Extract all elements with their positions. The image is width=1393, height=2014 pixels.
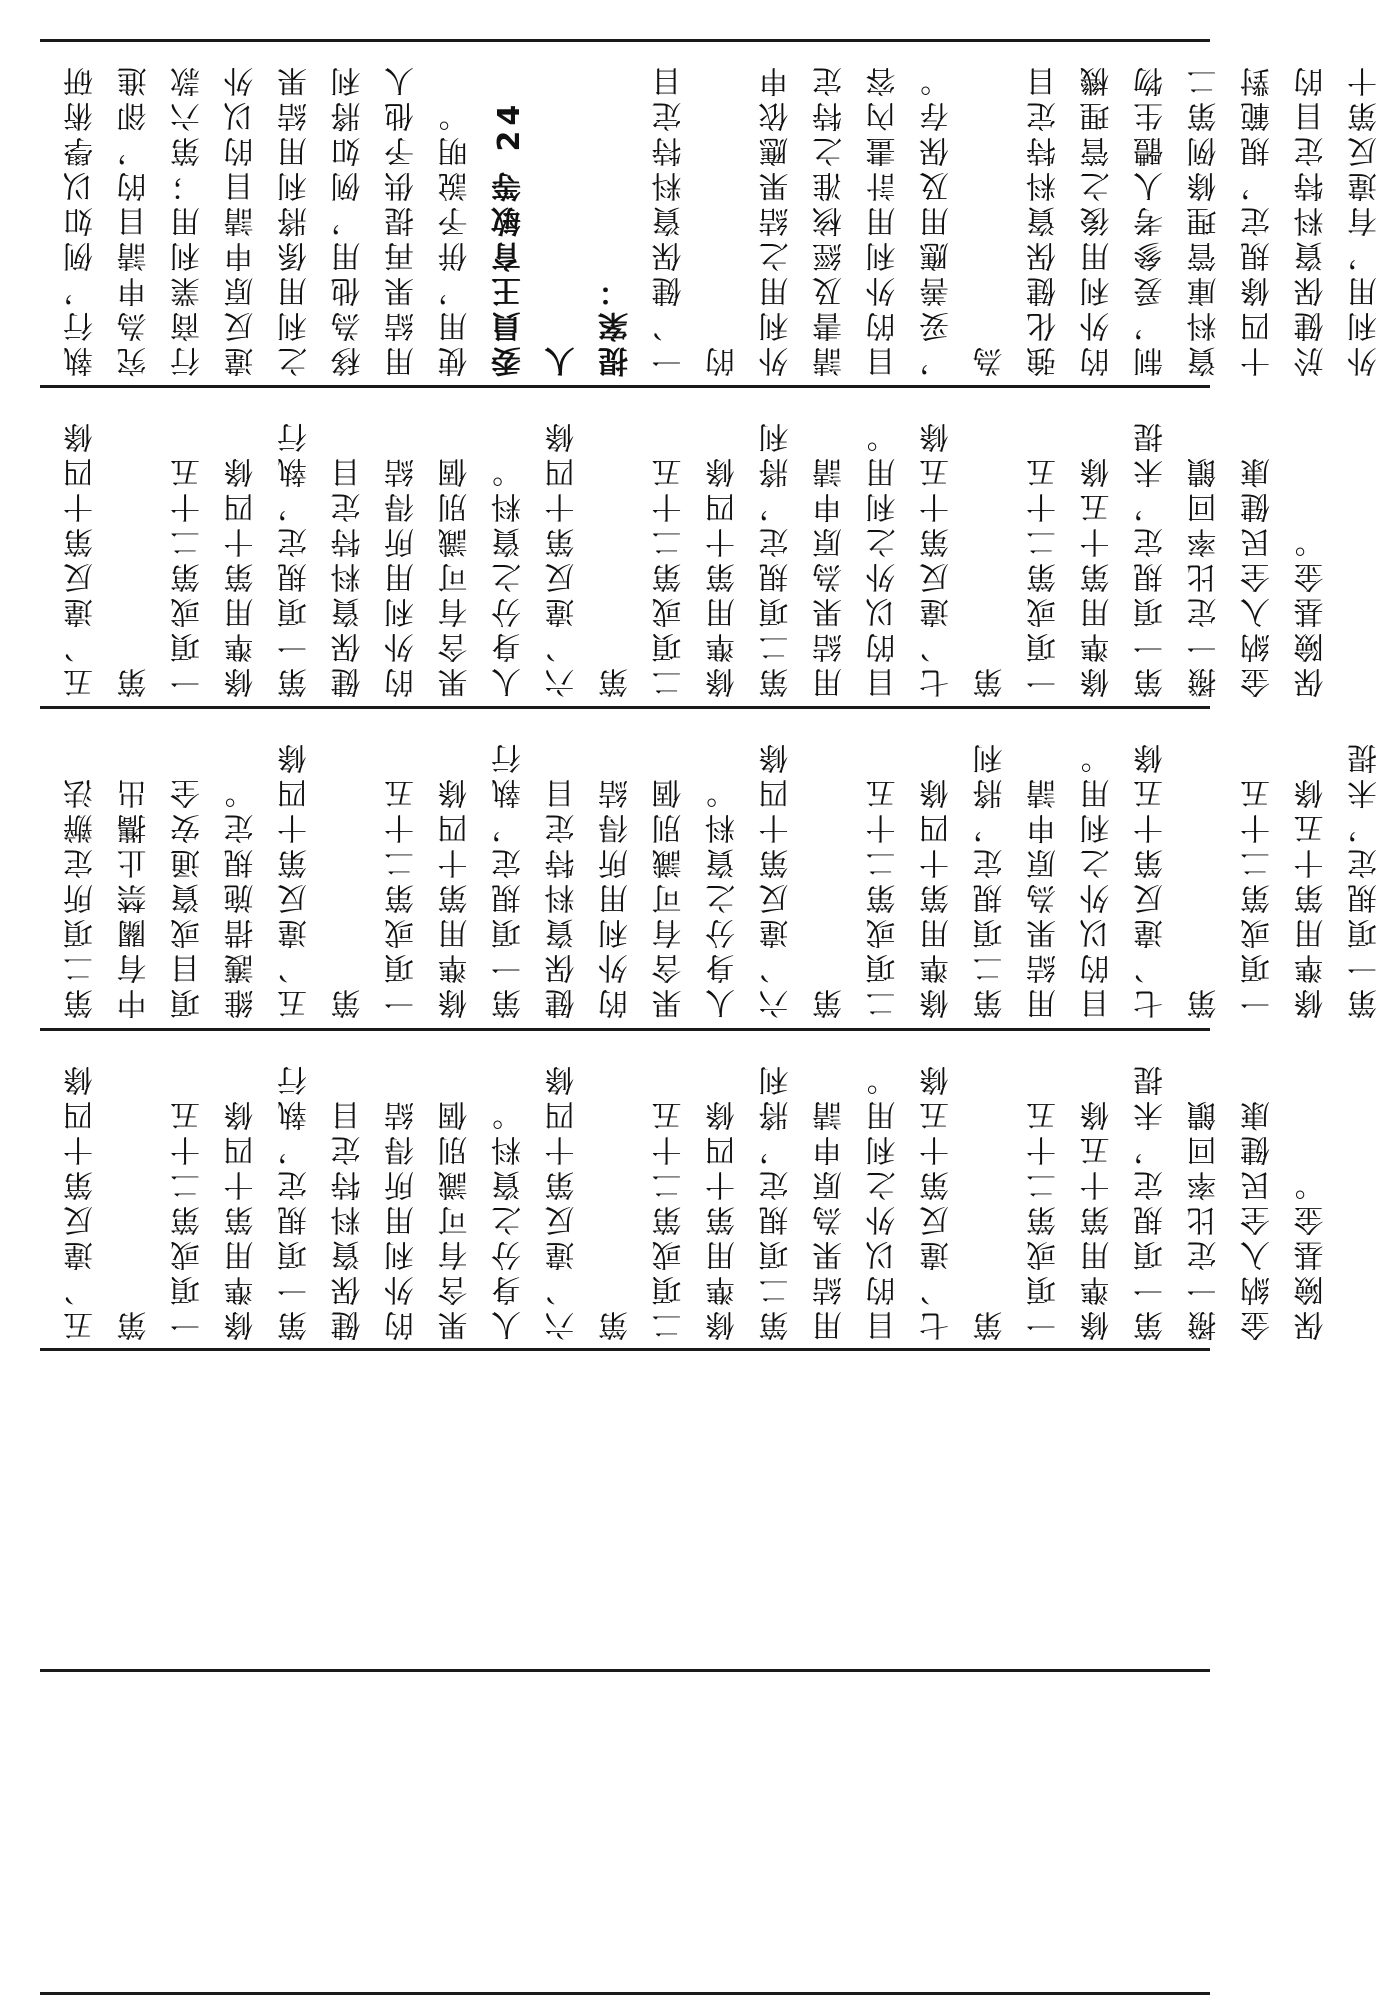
text-line: 人身分之資料。 [706,774,741,1019]
text-line: 的外利用所得結 [385,1096,420,1341]
table-row-current-text [55,398,1330,698]
review-provision-text [55,1041,1330,1341]
text-line: 第一項規定，執行 [278,418,313,698]
text-line: 健保資料特定目 [331,453,367,698]
text-line: 條準用第十四條 [438,774,474,1019]
text-line: 六、違反第十四條第 [759,739,848,1019]
text-line: 行商業利用；第六款 [171,62,206,377]
current-provision-text [55,398,1330,698]
text-line: 二項或第二十五 [866,774,902,1019]
text-line: 制，爰參考人體生物 [1134,62,1169,377]
text-line: 的外利用所得結 [599,774,634,1019]
text-line: 撥一定比率回饋 [1187,1096,1223,1341]
text-line: 之利用係將利用結果 [278,62,313,377]
text-line: 二項或第二十五 [652,453,688,698]
text-line: 維護措施規定。 [224,774,260,1019]
text-line: 目的以外之利用。 [866,1061,902,1341]
text-line: 條準用第十四條 [706,453,741,698]
text-line: 條準用第十四條 [920,774,955,1019]
text-line: 條準用第十四條 [706,1096,741,1341]
table-row-empty [55,1361,1195,1661]
text-line: 資料庫管理條例第二 [1187,62,1223,377]
text-line: 第二項規定，將利 [759,418,795,698]
text-line: 金納入全民健康 [1241,1096,1276,1341]
text-line: 條準用第十五條 [1080,453,1116,698]
text-line: 第二項規定，將利 [759,1061,795,1341]
text-line: 第二項所定辦法 [64,774,99,1019]
text-line: 的外利用後之管理機 [1080,62,1116,377]
text-line: 一項或第二十五 [1027,1096,1062,1341]
text-line: 第一項規定，執行 [278,1061,313,1341]
text-line: 七、違反第十五條第 [920,1061,1009,1341]
text-line: 一、健保資料特定目的 [652,62,741,377]
table-row-explanation [55,52,1383,377]
empty-cell [55,1361,1195,1661]
text-line: 一項或第二十五 [1027,453,1062,698]
text-line: 第一項規定，未提 [1134,1061,1169,1341]
text-line: 健保資料特定目 [331,1096,367,1341]
table-rule [40,1028,1210,1031]
text-line: 提案： [599,272,634,377]
text-line: 二項或第二十五 [652,1096,688,1341]
text-line: 果含有可識別個 [438,1096,474,1341]
table-rule [40,1992,1210,1995]
text-line: 五、違反第十四條第 [64,418,153,698]
text-line: 移為他用，例如將利 [331,62,367,377]
text-line: 一項或第二十五 [171,1096,206,1341]
text-line: 項目或資通安全 [171,774,206,1019]
text-line: 目的外利用計畫內容 [866,62,902,377]
empty-cell [55,1682,1195,1982]
text-line: 一項或第二十五 [171,453,206,698]
text-line: ，妥善應用及保存。為 [920,62,1009,377]
table-rule [40,1348,1210,1351]
text-line: 究為申請目的，卻進 [117,62,153,377]
text-line: 強化健保資料特定目 [1027,62,1062,377]
text-line: 第一項規定，未提 [1134,418,1169,698]
text-line: 執行，例如以學術研 [64,62,99,377]
text-line: 目的以外之利用。 [866,418,902,698]
text-line: 人身分之資料。 [492,453,527,698]
text-line: 第一項規定，未提 [1348,739,1383,1019]
table-rule [40,39,1210,42]
text-line: 第一項規定，執行 [492,739,527,1019]
text-line: 用結果為原申請 [813,1096,848,1341]
text-line: 條準用第十五條 [1080,1096,1116,1341]
text-line: 撥一定比率回饋 [1187,453,1223,698]
text-line: 健保資料特定目 [545,774,581,1019]
text-line: 果含有可識別個 [652,774,688,1019]
text-line: 六、違反第十四條第 [545,418,634,698]
table-row-empty [55,1682,1195,1982]
text-line: 五、違反第十四條第 [278,739,367,1019]
text-line: 中有關禁止攜出 [117,774,153,1019]
text-line: 的外利用所得結 [385,453,420,698]
text-line: 金納入全民健康 [1241,453,1276,698]
text-line: 目的以外之利用。 [1080,739,1116,1019]
text-line: 外利用，有違反第十 [1348,62,1383,377]
explanation-text [55,52,1383,377]
table-row-review-text [55,1041,1330,1341]
text-line: 七、違反第十五條第 [1134,739,1223,1019]
table-row-amendment-text [55,719,1383,1019]
text-line: 用結果為原申請 [1027,774,1062,1019]
text-line: 十四條規定，規範對 [1241,62,1276,377]
text-line: 用結果為原申請 [813,453,848,698]
text-line: 人身分之資料。 [492,1096,527,1341]
text-line: 七、違反第十五條第 [920,418,1009,698]
text-line: 五、違反第十四條第 [64,1061,153,1341]
text-line: 六、違反第十四條第 [545,1061,634,1341]
text-line: 委員王育敏等 24 人 [492,99,581,377]
text-line: 違反原申請目的以外 [224,62,260,377]
text-line: 保險基金。 [1294,523,1330,698]
amendment-provision-text [55,719,1383,1019]
text-line: 請書及經核准之特定 [813,62,848,377]
text-line: 保險基金。 [1294,1166,1330,1341]
text-line: 用結果再提供予他人 [385,62,420,377]
table-rule [40,1669,1210,1672]
text-line: 果含有可識別個 [438,453,474,698]
text-line: 於健保資料特定目的 [1294,62,1330,377]
text-line: 條準用第十四條 [224,453,260,698]
text-line: 一項或第二十五 [385,774,420,1019]
text-line: 外利用之結果應依申 [759,62,795,377]
text-line: 條準用第十四條 [224,1096,260,1341]
text-line: 使用，併予說明。 [438,97,474,377]
table-rule [40,385,1210,388]
table-rule [40,706,1210,709]
text-line: 一項或第二十五 [1241,774,1276,1019]
text-line: 條準用第十五條 [1294,774,1330,1019]
text-line: 第二項規定，將利 [973,739,1009,1019]
